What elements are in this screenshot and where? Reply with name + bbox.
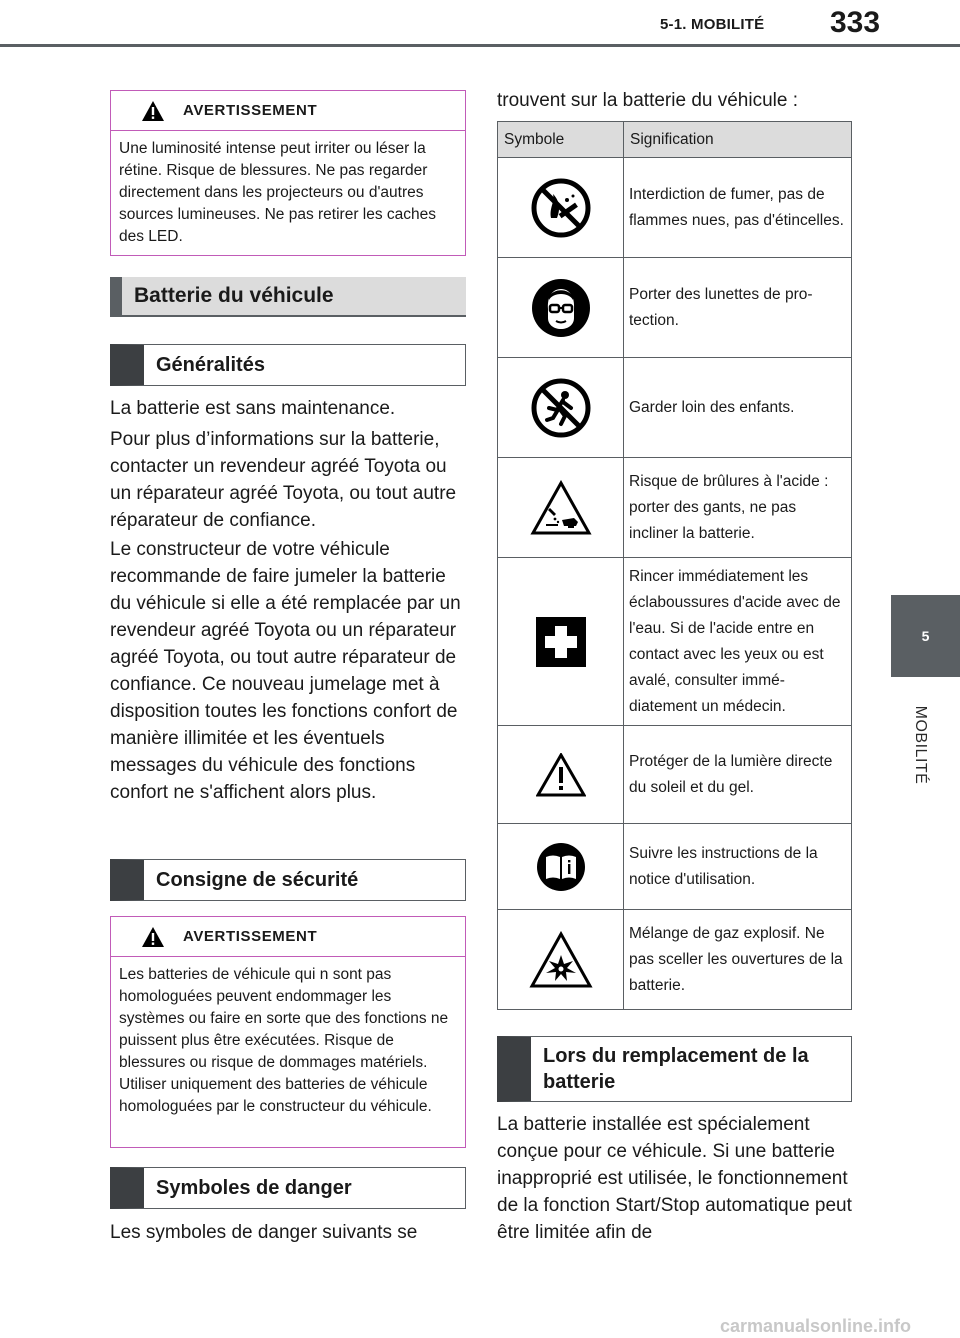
paragraph-symbols-intro-continued: trouvent sur la batterie du véhicule :: [497, 90, 799, 111]
warning-title: AVERTISSEMENT: [183, 928, 318, 945]
subsection-heading-remplacement: Lors du remplacement de la batterie: [497, 1036, 852, 1102]
symbol-meaning: Interdiction de fumer, pas de flammes nues, pas d'étincelles.: [624, 158, 852, 258]
caution-icon: [536, 753, 586, 797]
no-smoking-icon: [531, 178, 591, 238]
chapter-label: MOBILITÉ: [912, 705, 929, 785]
warning-triangle-icon: [141, 926, 165, 948]
table-header-row: [498, 122, 852, 158]
table-row: [498, 824, 852, 910]
chapter-tab[interactable]: 5: [891, 595, 960, 677]
column-header-meaning: Signification: [624, 122, 852, 158]
warning-box-leds: [110, 90, 466, 256]
warning-box-batteries: [110, 916, 466, 1148]
table-row: [498, 558, 852, 726]
keep-away-children-icon: [531, 378, 591, 438]
paragraph-symbols-intro: Les symboles de danger suivants se: [110, 1222, 418, 1243]
symbol-meaning: Garder loin des enfants.: [624, 358, 852, 458]
symbol-meaning: Protéger de la lumière directe du soleil et du gel.: [624, 726, 852, 824]
watermark: carmanualsonline.info: [720, 1316, 912, 1336]
manual-icon: [536, 842, 586, 892]
warning-header: [111, 917, 465, 957]
symbol-meaning: Rincer immédiatement les éclaboussures d'acide avec de l'eau. Si de l'acide entre en contact avec les yeux ou est avalé, consulter immédiatement un médecin.: [624, 558, 852, 726]
table-row: [498, 726, 852, 824]
symbol-meaning: Suivre les instructions de la notice d'utilisation.: [624, 824, 852, 910]
first-aid-icon: [536, 617, 586, 667]
warning-triangle-icon: [141, 100, 165, 122]
table-row: [498, 358, 852, 458]
subsection-heading-symboles: Symboles de danger: [110, 1167, 466, 1209]
warning-header: [111, 91, 465, 131]
paragraph-pairing: Le constructeur de votre véhicule recommande de faire jumeler la batterie du véhicule si elle a été remplacée par un revendeur agréé Toyota ou un réparateur agréé Toyota, ou tout autre réparateur de confiance. Ce nouveau jumelage met à disposition toutes les fonctions confort de manière illimitée et les éventuels messages du véhicule des fonctions confort ne s'affichent alors plus.: [110, 539, 461, 803]
column-header-symbol: Symbole: [498, 122, 624, 158]
section-heading-batterie: Batterie du véhicule: [110, 277, 466, 317]
subsection-heading-generalites: Généralités: [110, 344, 466, 386]
page-number: 333: [830, 6, 881, 39]
paragraph-maintenance: La batterie est sans maintenance.: [110, 398, 396, 419]
explosive-gas-icon: [529, 931, 593, 989]
table-row: [498, 910, 852, 1010]
warning-title: AVERTISSEMENT: [183, 102, 318, 119]
subsection-heading-consigne: Consigne de sécurité: [110, 859, 466, 901]
warning-text: Les batteries de véhicule qui n sont pas homologuées peuvent endommager les systèmes ou faire en sorte que des fonctions ne puissent plus être exécutées. Risque de blessures ou risque de dommages matériels. Utiliser uniquement des batteries de véhicule homologuées par le constructeur du véhicule.: [119, 966, 449, 1115]
eye-protection-icon: [531, 278, 591, 338]
header-divider: [0, 44, 960, 47]
acid-burn-icon: [530, 480, 592, 536]
table-row: [498, 458, 852, 558]
paragraph-battery-replacement: La batterie installée est spécialement conçue pour ce véhicule. Si une batterie inapproprié est utilisée, le fonctionnement de la fonction Start/Stop automatique peut être limitée afin de: [497, 1114, 852, 1243]
warning-text: Une luminosité intense peut irriter ou léser la rétine. Risque de blessures. Ne pas regarder directement dans les projecteurs ou d'autres sources lumineuses. Ne pas retirer les caches des LED.: [119, 140, 437, 245]
table-row: [498, 158, 852, 258]
paragraph-more-info: Pour plus d’informations sur la batterie, contacter un revendeur agréé Toyota ou un réparateur agréé Toyota, ou tout autre réparateur de confiance.: [110, 429, 457, 531]
hazard-symbols-table: [497, 121, 852, 1010]
table-row: [498, 258, 852, 358]
symbol-meaning: Mélange de gaz explosif. Ne pas sceller les ouvertures de la batterie.: [624, 910, 852, 1010]
symbol-meaning: Risque de brûlures à l'acide : porter des gants, ne pas incliner la batterie.: [624, 458, 852, 558]
symbol-meaning: Porter des lunettes de protection.: [624, 258, 852, 358]
header-section-title: 5-1. MOBILITÉ: [660, 16, 765, 33]
